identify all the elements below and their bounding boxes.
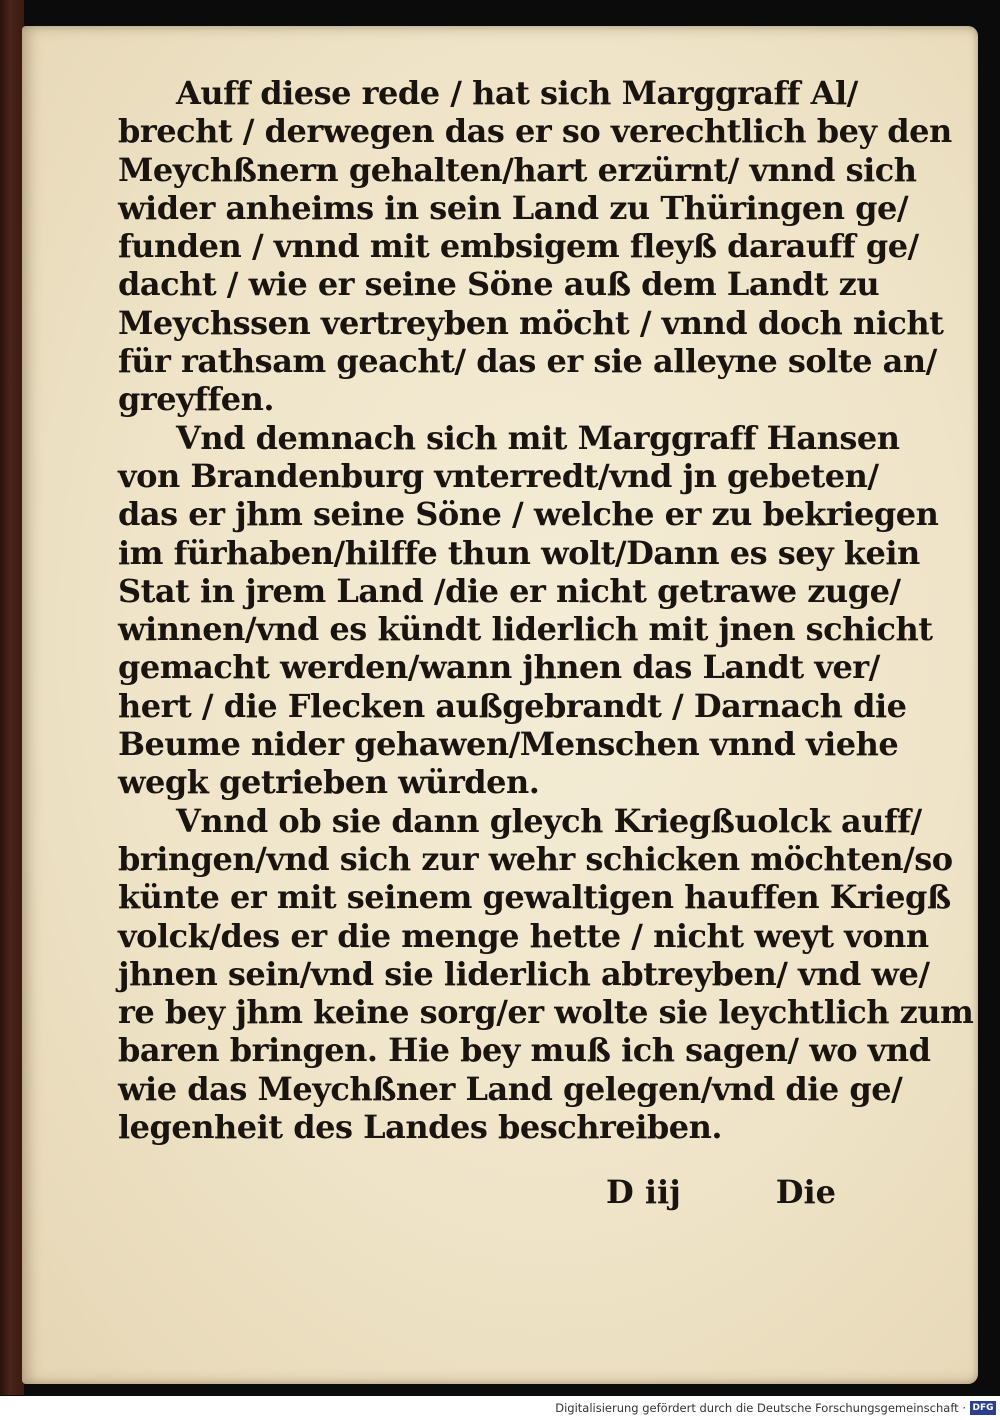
page-footer-line xyxy=(118,1172,836,1212)
text-line: baren bringen. Hie bey muß ich sagen/ wo vnd xyxy=(118,1031,931,1070)
text-line: wider anheims in sein Land zu Thüringen ge/ xyxy=(118,188,909,227)
text-line: wie das Meychßner Land gelegen/vnd die ge/ xyxy=(118,1069,903,1108)
text-line: Beume nider gehawen/Menschen vnnd viehe xyxy=(118,725,899,764)
catchword: Die xyxy=(775,1173,836,1211)
text-line: Vnnd ob sie dann gleych Kriegßuolck auff/ xyxy=(176,801,922,840)
text-line: bringen/vnd sich zur wehr schicken möchten/so xyxy=(118,839,953,878)
text-line: gemacht werden/wann jhnen das Landt ver/ xyxy=(118,648,880,687)
text-line: wegk getrieben würden. xyxy=(118,763,540,802)
text-line: winnen/vnd es kündt liderlich mit jnen schicht xyxy=(118,610,933,649)
text-line: Stat in jrem Land /die er nicht getrawe zuge/ xyxy=(118,571,901,610)
text-line: das er jhm seine Söne / welche er zu bekriegen xyxy=(118,495,939,534)
text-line: von Brandenburg vnterredt/vnd jn gebeten/ xyxy=(118,456,879,495)
signature-mark: D iij xyxy=(606,1173,681,1211)
text-line: greyffen. xyxy=(118,380,274,419)
digitization-footer xyxy=(0,1396,1000,1420)
text-line: brecht / derwegen das er so verechtlich bey den xyxy=(118,112,952,151)
text-line: Vnd demnach sich mit Marggraff Hansen xyxy=(176,418,900,457)
text-line: hert / die Flecken außgebrandt / Darnach die xyxy=(118,686,907,725)
text-line: legenheit des Landes beschreiben. xyxy=(118,1108,723,1147)
text-line: volck/des er die menge hette / nicht weyt vonn xyxy=(118,916,929,955)
text-line: für rathsam geacht/ das er sie alleyne solte an/ xyxy=(118,342,937,381)
text-line: Meychssen vertreyben möcht / vnnd doch nicht xyxy=(118,303,944,342)
book-spine xyxy=(0,0,24,1395)
dfg-logo: DFG xyxy=(970,1401,996,1415)
text-line: funden / vnnd mit embsigem fleyß darauff ge/ xyxy=(118,227,919,266)
text-line: Meychßnern gehalten/hart erzürnt/ vnnd sich xyxy=(118,150,917,189)
text-line: dacht / wie er seine Söne auß dem Landt zu xyxy=(118,265,880,304)
text-line: Auff diese rede / hat sich Marggraff Al/ xyxy=(176,74,858,112)
book-page xyxy=(22,26,978,1384)
text-line: künte er mit seinem gewaltigen hauffen Kriegß xyxy=(118,878,951,917)
text-line: jhnen sein/vnd sie liderlich abtreyben/ vnd we/ xyxy=(118,954,930,993)
text-line: re bey jhm keine sorg/er wolte sie leychtlich zum xyxy=(118,993,974,1032)
funding-credit: Digitalisierung gefördert durch die Deutsche Forschungsgemeinschaft · xyxy=(555,1401,966,1415)
page-text xyxy=(118,74,974,1147)
text-line: im fürhaben/hilffe thun wolt/Dann es sey kein xyxy=(118,533,920,572)
